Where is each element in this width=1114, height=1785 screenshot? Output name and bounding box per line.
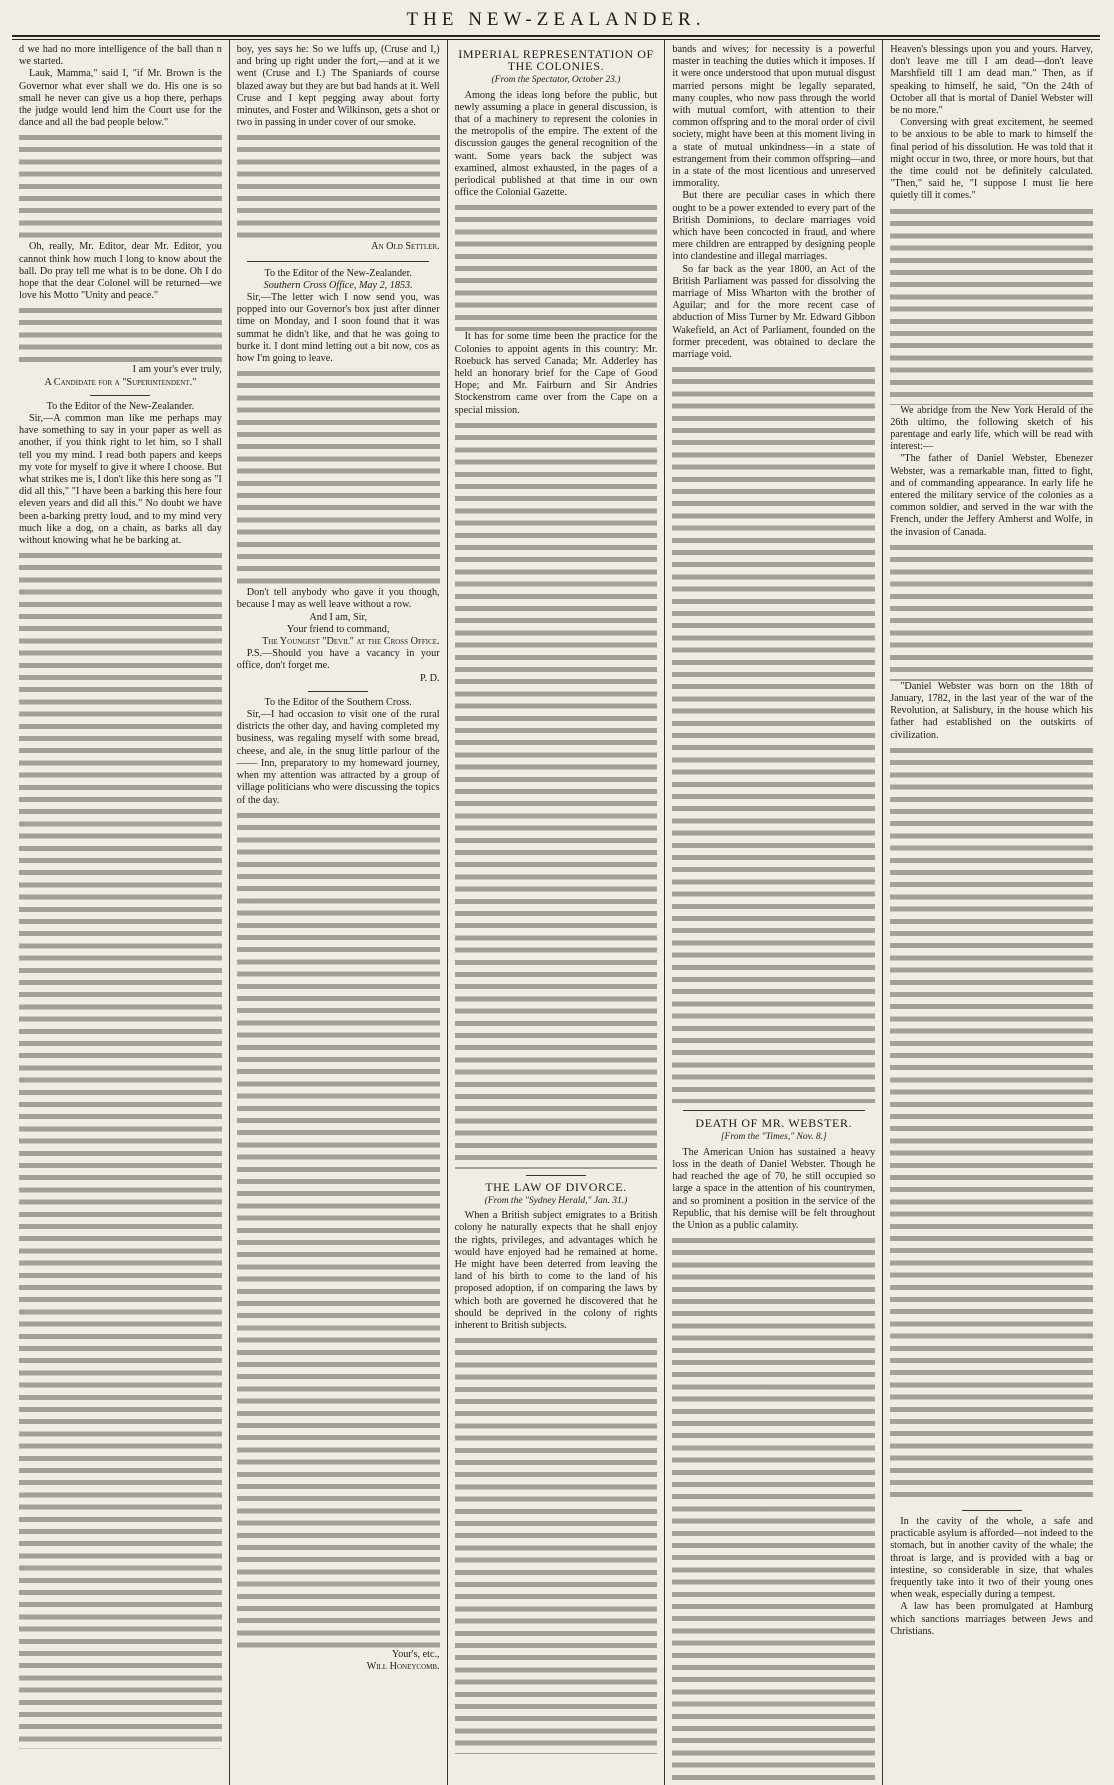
column-3[interactable] bbox=[447, 40, 665, 1785]
article-source: (From the Spectator, October 23.) bbox=[491, 75, 621, 86]
letter-closing: Your friend to command, bbox=[286, 623, 390, 635]
section-divider bbox=[308, 691, 368, 692]
continuation-text bbox=[237, 809, 440, 1649]
paragraph: Lauk, Mamma," said I, "if Mr. Brown is the Governor what ever shall we do. His one is so small he never can give us a hop there, perhaps the judge would lend him the Court use for the dance and all the bad people below." bbox=[19, 68, 222, 129]
column-1[interactable] bbox=[12, 40, 229, 1785]
letter-closing: And I am, Sir, bbox=[309, 611, 367, 623]
paragraph: When a British subject emigrates to a British colony he naturally expects that he shall enjoy the rights, privileges, and advantages which he would have enjoyed had he remained at home. He might have been deterred from leaving the land of his birth to come to the land of his proposed adoption, if on comparing the laws by which both are governed he discovered that he should be deprived in the colony of rights inherent to British subjects. bbox=[454, 1210, 658, 1332]
section-divider bbox=[90, 395, 150, 396]
continuation-text bbox=[237, 367, 440, 587]
letter-heading: To the Editor of the New-Zealander. bbox=[46, 400, 195, 412]
article-source: [From the "Times," Nov. 8.] bbox=[720, 1132, 827, 1143]
paragraph: The American Union has sustained a heavy loss in the death of Daniel Webster. Though he had reached the age of 70, he still occupied so large a space in the attention of his countrymen, and so prominent a position in the service of the Republic, that his demise will be felt throughout the Union as a public calamity. bbox=[672, 1146, 876, 1231]
paragraph: Among the ideas long before the public, but newly assuming a place in general discussion, is that of a machinery to represent the colonies in the metropolis of the empire. The extent of the discussion gauges the general recognition of the want. Some years back the subject was examined, almost exhausted, in the pages of a periodical published at that time in our own office the Colonial Gazette. bbox=[454, 89, 658, 199]
continuation-text bbox=[19, 549, 222, 1749]
letter-signature: An Old Settler. bbox=[371, 241, 440, 253]
letter-signature: The Youngest "Devil" at the Cross Office. bbox=[262, 636, 440, 648]
letter-heading: To the Editor of the New-Zealander. bbox=[264, 267, 412, 279]
letter-signature: A Candidate for a "Superintendent." bbox=[44, 376, 197, 388]
paragraph: Sir,—The letter wich I now send you, was popped into our Governor's box just after dinner time on Monday, and I soon found that it was summat he didn't like, and that he was going to burke it. I dont mind letting out a bit now, cos as how I'm going to leave. bbox=[236, 292, 440, 365]
paragraph: But there are peculiar cases in which there ought to be a power extended to every part of the British Dominions, to declare marriages void which have been concocted in fraud, and where mere children are entrapped by designing people into clandestine and illegal marriages. bbox=[672, 190, 876, 263]
section-divider bbox=[247, 261, 430, 262]
letter-heading: To the Editor of the Southern Cross. bbox=[264, 696, 412, 708]
article-heading: THE LAW OF DIVORCE. bbox=[485, 1179, 627, 1194]
continuation-text bbox=[890, 541, 1093, 681]
paragraph: Sir,—A common man like me perhaps may have something to say in your paper as well as another, if you think right to let him, so I shall tell you my mind. I read both papers and keeps my vote for myself to give it where I choose. But what strikes me is, I don't like this here song as "I did all this," "I have been a barking this here four eleven years and did all this." No doubt we have been a-barking pretty loud, and to my mind very much like a dog, on a chain, as barks all day without knowing what he be barking at. bbox=[19, 413, 222, 547]
columns bbox=[12, 40, 1100, 1785]
paragraph: It has for some time been the practice for the Colonies to appoint agents in this country: Mr. Roebuck has served Canada; Mr. Adderley has held an honorary brief for the Cape of Good Hope; and Mr. Fairburn and Sir Andries Stockenstrom came over from the Cape on a special mission. bbox=[454, 331, 658, 416]
paragraph: Conversing with great excitement, he seemed to be anxious to be able to mark to himself the final period of his dissolution. He was told that it might occur in two, three, or more hours, but that the time could not be definitely calculated. "Then," said he, "I suppose I must lie here quietly till it comes." bbox=[890, 117, 1093, 202]
paragraph: Oh, really, Mr. Editor, dear Mr. Editor, you cannot think how much I long to know about the ball. Do pray tell me what is to be done. Oh I do hope that the dear Colonel will be returned—we love his Motto "Unity and peace." bbox=[19, 241, 222, 302]
continuation-text bbox=[455, 201, 658, 331]
paragraph: P.S.—Should you have a vacancy in your office, don't forget me. bbox=[236, 648, 440, 672]
article-source: (From the "Sydney Herald," Jan. 31.) bbox=[484, 1196, 628, 1207]
paragraph: boy, yes says he: So we luffs up, (Cruse and I,) and bring up right under the fort,—and at it we went (Cruse and I.) The Spaniards of course blazed away but they are but bad hands at it. Well Cruse and I kept pegging away about forty minutes, and Foster and Wilkinson, gets a shot or two in passing in under cover of our smoke. bbox=[236, 44, 440, 129]
paragraph: bands and wives; for necessity is a powerful master in teaching the duties which it imposes. If it were once understood that upon mutual disgust married persons might be legally separated, many couples, who now pass through the world with mutual comfort, with attention to their common offspring and to the moral order of civil society, might have been at this moment living in a state of mutual unkindness—in a state of estrangement from their common offspring—and in a state of the most licentious and unreserved immorality. bbox=[672, 44, 876, 190]
column-2[interactable] bbox=[229, 40, 447, 1785]
continuation-text bbox=[890, 744, 1093, 1504]
column-5[interactable] bbox=[882, 40, 1100, 1785]
letter-initials: P. D. bbox=[420, 672, 440, 684]
paragraph: "The father of Daniel Webster, Ebenezer Webster, was a remarkable man, fitted to fight, and of commanding appearance. In early life he entered the military service of the colonies as a common soldier, and served in the war with the French, under the Jeffery Amherst and Wolfe, in the invasion of Canada. bbox=[890, 453, 1093, 538]
paragraph: "Daniel Webster was born on the 18th of January, 1782, in the last year of the war of the Revolution, at Salisbury, in the house which his father had established on the outskirts of civilization. bbox=[890, 680, 1093, 741]
paragraph: So far back as the year 1800, an Act of the British Parliament was passed for dissolving the marriage of Miss Wharton with the brother of Aguilar; and for the more recent case of abduction of Miss Turner by Mr. Edward Gibbon Wakefield, an Act of Parliament, founded on the former precedent, was obtained to declare the marriage void. bbox=[672, 263, 876, 361]
paragraph: Don't tell anybody who gave it you though, because I may as well leave without a row. bbox=[236, 587, 440, 611]
column-4[interactable] bbox=[664, 40, 882, 1785]
continuation-text bbox=[672, 363, 875, 1103]
paragraph: In the cavity of the whole, a safe and practicable asylum is afforded—not indeed to the stomach, but in another cavity of the whale; the throat is large, and is provided with a bag or intestine, so considerable in size, that whales frequently take into it two of their young ones when weak, especially during a tempest. bbox=[890, 1515, 1093, 1601]
letter-signature: Will Honeycomb. bbox=[366, 1660, 440, 1672]
continuation-text bbox=[455, 419, 658, 1169]
continuation-text bbox=[19, 304, 222, 364]
continuation-text bbox=[455, 1334, 658, 1754]
letter-dateline: Southern Cross Office, May 2, 1853. bbox=[263, 279, 413, 291]
masthead-title: THE NEW-ZEALANDER. bbox=[12, 8, 1100, 37]
continuation-text bbox=[890, 205, 1093, 405]
continuation-text bbox=[237, 131, 440, 241]
paragraph: Heaven's blessings upon you and yours. Harvey, don't leave me till I am dead—don't leave Marshfield till I am dead man." Then, as if speaking to himself, he said, "On the 24th of October all that is mortal of Daniel Webster will be no more." bbox=[890, 44, 1093, 117]
section-divider bbox=[526, 1175, 586, 1176]
paragraph: d we had no more intelligence of the ball than n we started. bbox=[19, 44, 222, 68]
article-heading: IMPERIAL REPRESENTATION OF THE COLONIES. bbox=[458, 47, 654, 74]
article-heading: DEATH OF MR. WEBSTER. bbox=[695, 1116, 853, 1131]
section-divider bbox=[962, 1510, 1022, 1511]
paragraph: I am your's ever truly, bbox=[132, 364, 222, 376]
paragraph: A law has been promulgated at Hamburg which sanctions marriages between Jews and Christians. bbox=[890, 1601, 1093, 1637]
paragraph: We abridge from the New York Herald of the 26th ultimo, the following sketch of his parentage and early life, which will be read with interest:— bbox=[890, 404, 1093, 453]
letter-closing: Your's, etc., bbox=[391, 1648, 440, 1660]
continuation-text bbox=[672, 1234, 875, 1785]
section-divider bbox=[683, 1110, 866, 1111]
continuation-text bbox=[19, 131, 222, 241]
paragraph: Sir,—I had occasion to visit one of the rural districts the other day, and having completed my business, was regaling myself with some bread, cheese, and ale, in the snug little parlour of the —— Inn, preparatory to my homeward journey, when my attention was attracted by a group of village politicians who were discussing the topics of the day. bbox=[236, 709, 440, 806]
